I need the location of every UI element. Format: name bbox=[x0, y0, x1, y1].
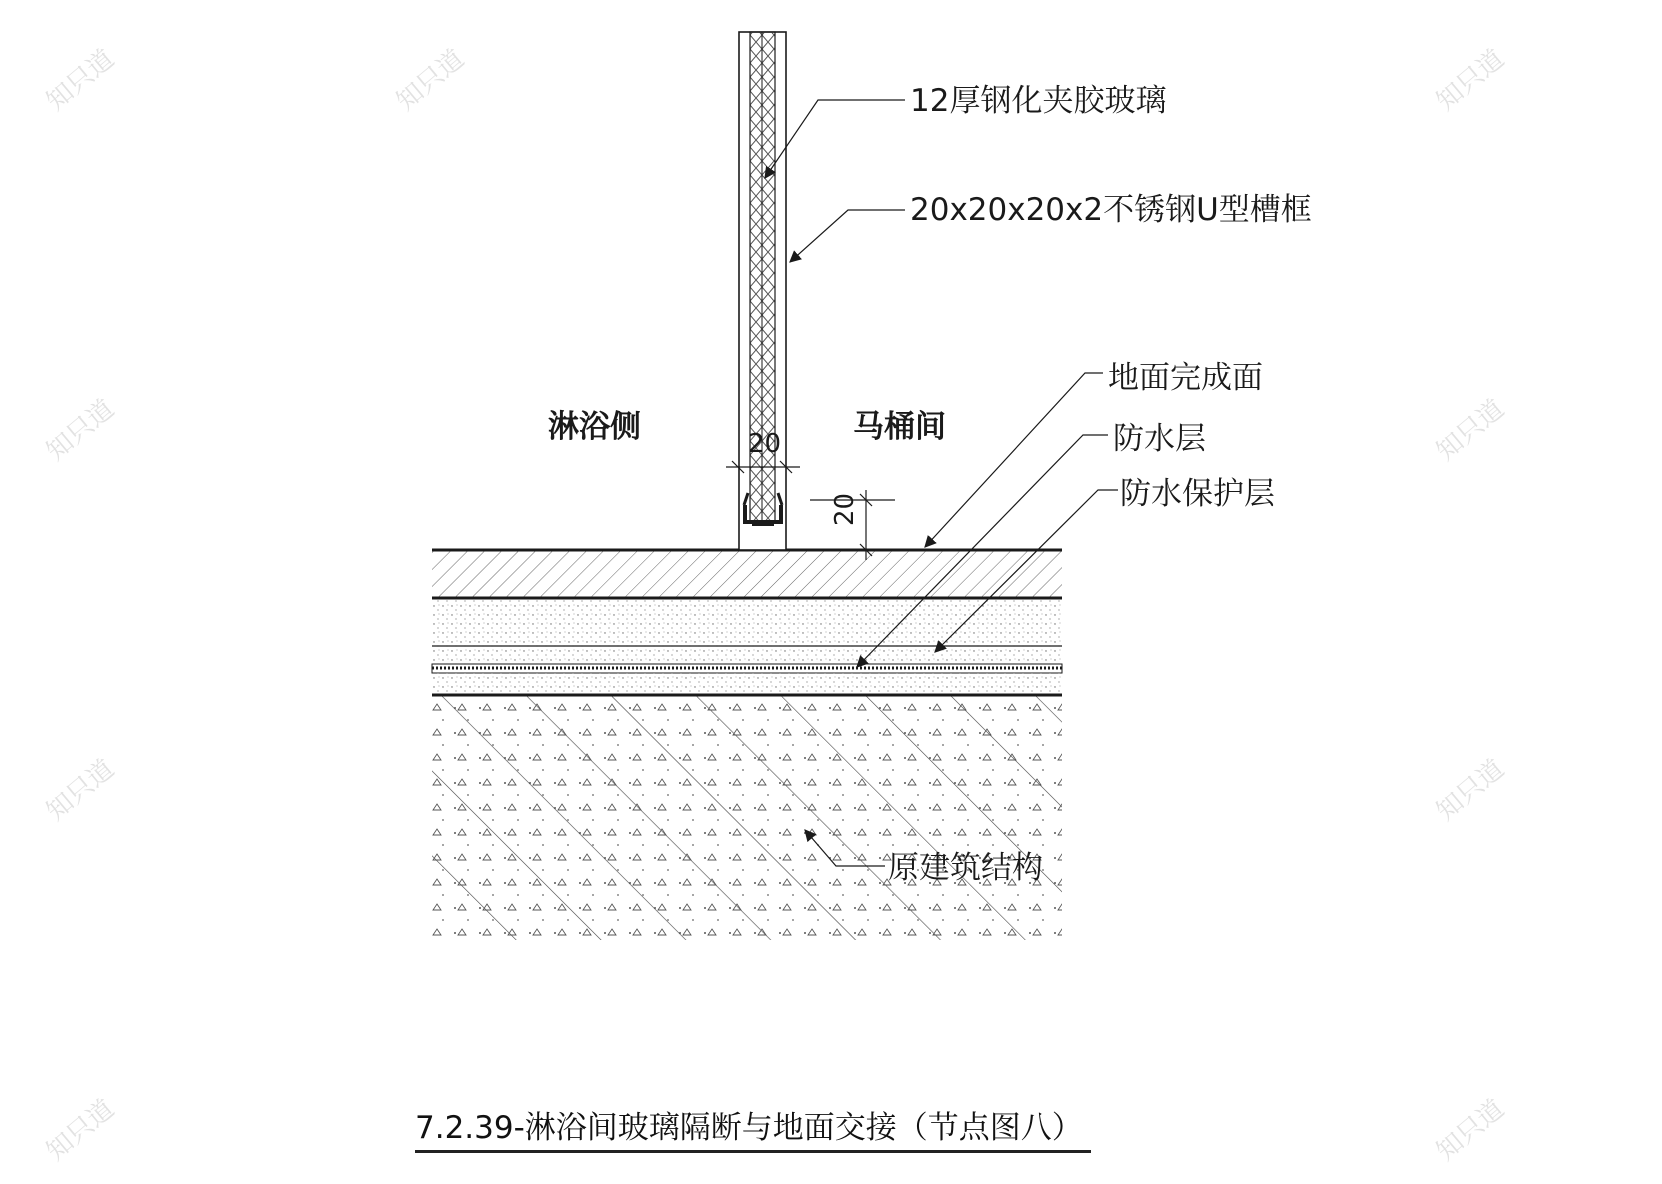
watermark: 知只道 bbox=[1431, 753, 1511, 827]
dimension-height: 20 bbox=[830, 492, 860, 526]
watermark: 知只道 bbox=[41, 1093, 121, 1167]
finish-floor-label: 地面完成面 bbox=[1108, 360, 1263, 396]
protect-layer bbox=[432, 646, 1062, 664]
channel-label: 20x20x20x2不锈钢U型槽框 bbox=[910, 192, 1312, 228]
finish-layer bbox=[432, 550, 1062, 598]
dimension-width: 20 bbox=[748, 429, 782, 459]
structure-label: 原建筑结构 bbox=[888, 850, 1043, 886]
caption-underline bbox=[415, 1150, 1091, 1153]
watermark: 知只道 bbox=[1431, 393, 1511, 467]
drawing-caption: 7.2.39-淋浴间玻璃隔断与地面交接（节点图八） bbox=[415, 1110, 1083, 1146]
watermark: 知只道 bbox=[41, 43, 121, 117]
screed-layer-2 bbox=[432, 673, 1062, 695]
glass-panel bbox=[739, 32, 786, 550]
glass-label: 12厚钢化夹胶玻璃 bbox=[910, 83, 1167, 119]
shower-side-label: 淋浴侧 bbox=[548, 409, 641, 445]
watermark: 知只道 bbox=[1431, 1093, 1511, 1167]
watermark: 知只道 bbox=[391, 43, 471, 117]
screed-layer bbox=[432, 598, 1062, 646]
waterproof-protect-label: 防水保护层 bbox=[1120, 476, 1275, 512]
watermark: 知只道 bbox=[41, 753, 121, 827]
waterproof-layer bbox=[432, 664, 1062, 673]
watermark: 知只道 bbox=[1431, 43, 1511, 117]
watermark: 知只道 bbox=[41, 393, 121, 467]
waterproof-label: 防水层 bbox=[1113, 421, 1206, 457]
toilet-side-label: 马桶间 bbox=[853, 409, 946, 445]
